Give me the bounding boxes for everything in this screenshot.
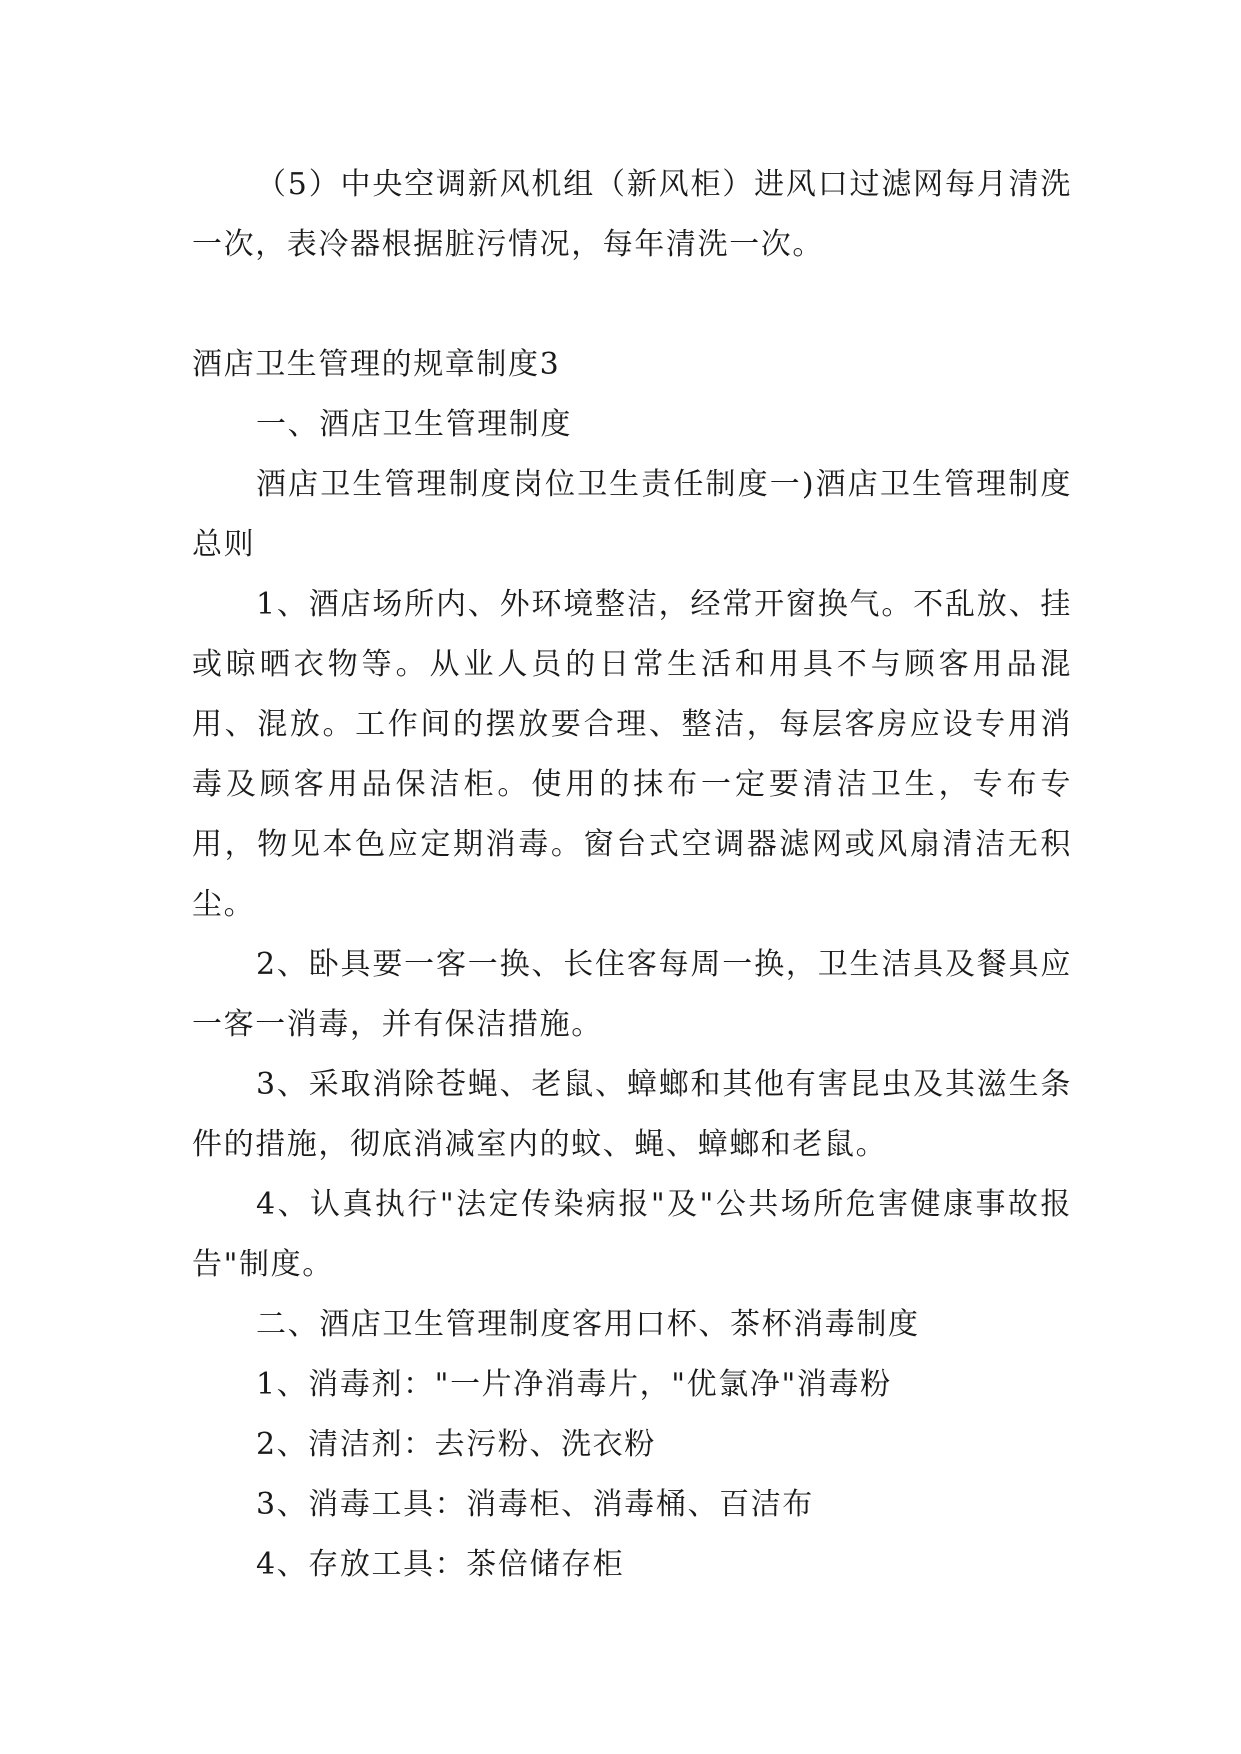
paragraph-item-3: 3、采取消除苍蝇、老鼠、蟑螂和其他有害昆虫及其滋生条件的措施，彻底消减室内的蚊、蝇、蟑螂和老鼠。 xyxy=(192,1067,1072,1162)
section-title: 酒店卫生管理的规章制度3 xyxy=(192,347,561,382)
list-item-storage: 4、存放工具：茶倍储存柜 xyxy=(256,1547,625,1582)
document-body xyxy=(192,155,1072,1595)
heading-cup-disinfection: 二、酒店卫生管理制度客用口杯、茶杯消毒制度 xyxy=(256,1307,920,1342)
paragraph-item-4: 4、认真执行"法定传染病报"及"公共场所危害健康事故报告"制度。 xyxy=(192,1187,1072,1282)
list-item-disinfectant: 1、消毒剂："一片净消毒片，"优氯净"消毒粉 xyxy=(256,1367,892,1402)
heading-hygiene-system: 一、酒店卫生管理制度 xyxy=(256,407,572,442)
list-item-cleaner: 2、清洁剂：去污粉、洗衣粉 xyxy=(256,1427,656,1462)
paragraph-gap xyxy=(192,275,1072,335)
paragraph-general-rules: 酒店卫生管理制度岗位卫生责任制度一)酒店卫生管理制度总则 xyxy=(192,467,1072,562)
paragraph-ac-filter-cleaning: （5）中央空调新风机组（新风柜）进风口过滤网每月清洗一次，表冷器根据脏污情况，每年清洗一次。 xyxy=(192,167,1072,262)
list-item-tools: 3、消毒工具：消毒柜、消毒桶、百洁布 xyxy=(256,1487,814,1522)
paragraph-item-2: 2、卧具要一客一换、长住客每周一换，卫生洁具及餐具应一客一消毒，并有保洁措施。 xyxy=(192,947,1072,1042)
paragraph-item-1: 1、酒店场所内、外环境整洁，经常开窗换气。不乱放、挂或晾晒衣物等。从业人员的日常生活和用具不与顾客用品混用、混放。工作间的摆放要合理、整洁，每层客房应设专用消毒及顾客用品保洁柜。使用的抹布一定要清洁卫生，专布专用，物见本色应定期消毒。窗台式空调器滤网或风扇清洁无积尘。 xyxy=(192,587,1072,922)
